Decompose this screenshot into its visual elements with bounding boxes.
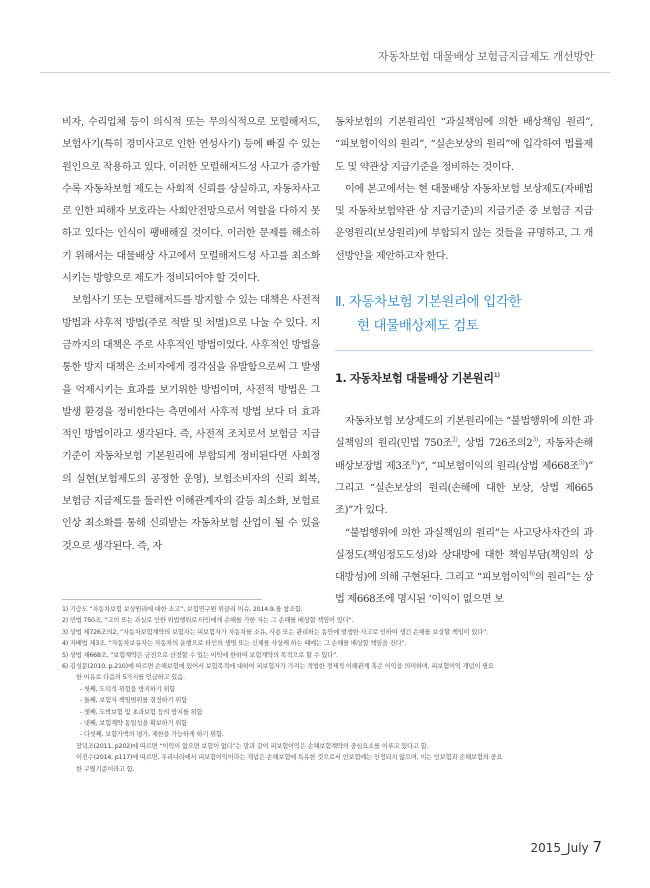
footnotes bbox=[62, 604, 592, 775]
footnote-6-item-2: - 둘째, 보험자 책임범위를 결정하기 위함 bbox=[80, 697, 188, 705]
footnote-3: 3) 상법 제726조의2, “자동차보험계약의 보험자는 피보험자가 자동차를 소유, 사용 또는 관리하는 동안에 발생한 사고로 인하여 생긴 손해를 보상할 책임이 있다”. bbox=[62, 628, 488, 636]
footnote-ref-5: 5) bbox=[579, 459, 585, 467]
footnote-6: 6) 김성문(2010, p.210)에 따르면 손해보험에 있어서 보험목적에 대하여 피보험자가 가지는 적법한 경제적 이해관계 혹은 이익을 의미하며, 피보험이익 개념이 필요 bbox=[62, 663, 494, 671]
right-paragraph-2: 이에 본고에서는 현 대물배상 자동차보험 보상제도(자배법 및 자동차보험약관 상 지급기준)의 지급기준 중 보험금 지급운영원리(보상원리)에 부합되지 않는 것들을 규명하고, 그 개선방안을 제안하고자 한다. bbox=[335, 183, 593, 262]
right-paragraph-1: 동차보험의 기본원리인 “과실책임에 의한 배상책임 원리”, “피보험이익의 원리”, “실손보상의 원리”에 입각하여 법률제도 및 약관상 지급기준을 정비하는 것이다. bbox=[335, 117, 593, 173]
footnote-6-note-2: 이진수(2014, p117)에 따르면, 우리나라에서 피보험이익이라는 개념은 손해보험에 특유한 것으로서 인보험에는 인정되지 않으며, 이는 인보험과 손해보험의 중요 bbox=[76, 754, 503, 762]
footnote-6-continued: 한 이유로 다음의 5가지를 언급하고 있음. bbox=[76, 674, 185, 682]
footnote-6-item-3: - 셋째, 도박보험 및 초과보험 등의 방지를 위함 bbox=[80, 708, 203, 716]
section-divider bbox=[335, 350, 593, 351]
page-number: 7 bbox=[592, 838, 602, 856]
footnote-ref-4: 4) bbox=[411, 459, 417, 467]
footnote-ref-6: 6) bbox=[529, 570, 535, 578]
header-divider bbox=[40, 72, 610, 73]
p4-text-a: “불법행위에 의한 과실책임의 원리”는 사고당사자간의 과실정도(책임정도도성)와 상대방에 대한 책임부담(책임의 상대방성)에 의해 구현된다. 그리고 “피보험이익 bbox=[335, 527, 593, 584]
p3-text-c: , 자동차손해배상보장법 제3조 bbox=[335, 438, 593, 472]
p4-text-b: 의 원리”는 상법 제668조에 명시된 ‘이익이 없으면 보 bbox=[335, 572, 594, 606]
running-header: 자동차보험 대물배상 보험금지급제도 개선방안 bbox=[377, 50, 594, 63]
footnote-2: 2) 민법 750조, “고의 또는 과실로 인한 위법행위로 타인에게 손해를 가한 자는 그 손해를 배상할 책임이 있다”. bbox=[62, 617, 354, 625]
footnote-6-item-5: - 다섯째, 보험가액의 평가, 제한을 가능하게 하기 위함. bbox=[80, 731, 224, 739]
footnote-6-item-4: - 넷째, 보험계약 동일성을 확보하기 위함 bbox=[80, 720, 188, 728]
subsection-heading-text: 1. 자동차보험 대물배상 기본원리 bbox=[335, 372, 494, 386]
left-column bbox=[62, 112, 320, 558]
issue-label: 2015_July bbox=[530, 841, 593, 855]
footnote-6-note-1: 장덕조(2011, p202)에 따르면 “이익이 없으면 보험이 없다”는 말과 같이 피보험이익은 손해보험계약의 중심요소를 이루고 있다고 함. bbox=[76, 742, 429, 750]
section-heading-line-1: Ⅱ. 자동차보험 기본원리에 입각한 bbox=[335, 294, 522, 311]
page-footer bbox=[531, 838, 602, 856]
footnote-5: 5) 상법 제668조, “보험계약은 금전으로 산정할 수 있는 이익에 한하여 보험계약의 목적으로 할 수 있다”. bbox=[62, 651, 338, 659]
footnote-ref-1: 1) bbox=[493, 372, 500, 380]
left-paragraph-2: 보험사기 또는 모럴해저드를 방지할 수 있는 대책은 사전적 방법과 사후적 방법(주로 적발 및 처벌)으로 나눌 수 있다. 지금까지의 대책은 주로 사후적인 방법이었다. 사후적인 방법을 통한 방지 대책은 소비자에게 경각심을 유발함으로써 그 발생을 억제시키는 효과를 보기위한 방법이며, 사전적 방법은 그 발생 환경을 정비한다는 측면에서 사후적 방법 보다 더 효과적인 방법이라고 생각된다. 즉, 사전적 조치로서 보험금 지급기준이 자동차보험 기본원리에 부합되게 정비된다면 사회정의 실현(보험제도의 공정한 운영), 보험소비자의 신뢰 회복, 보험금 지급제도를 둘러싼 이해관계자의 갈등 최소화, 보험료 인상 최소화를 통해 신뢰받는 자동차보험 산업이 될 수 있을 것으로 생각된다. 즉, 자 bbox=[62, 295, 321, 552]
footnote-ref-2: 2) bbox=[452, 436, 458, 444]
p3-text-e: )” 그리고 “실손보상의 원리(손해에 대한 보상, 상법 제665조)”가 있다. bbox=[335, 460, 593, 517]
footnote-6-note-2-continued: 한 구별기준이라고 함. bbox=[76, 765, 135, 773]
p3-text-d: )”, “피보험이익의 원리(상법 제668조 bbox=[416, 460, 580, 472]
left-paragraph-1: 비자, 수리업체 등이 의식적 또는 무의식적으로 모럴해저드, 보험사기(특히 경미사고로 인한 연성사기) 등에 빠질 수 있는 원인으로 작용하고 있다. 이러한 모럴해저드성 사고가 증가할수록 자동차보험 제도는 사회적 신뢰를 상실하고, 자동차사고로 인한 피해자 보호라는 사회안전망으로서 역할을 다하지 못하고 있다는 인식이 팽배해질 것이다. 이러한 문제를 해소하기 위해서는 대물배상 사고에서 모럴해저드성 사고를 최소화 시키는 방향으로 제도가 정비되어야 할 것이다. bbox=[62, 117, 320, 285]
footnote-divider bbox=[62, 599, 262, 600]
right-paragraph-3 bbox=[335, 411, 593, 522]
section-heading bbox=[335, 290, 593, 338]
footnote-6-item-1: - 첫째, 도덕적 위험을 방지하기 위함 bbox=[80, 685, 176, 693]
p3-text-b: , 상법 726조의2 bbox=[457, 438, 533, 450]
p3-text-a: 자동차보험 보상제도의 기본원리에는 “불법행위에 의한 과실책임의 원리(민법 750조 bbox=[335, 416, 593, 450]
footnote-ref-3: 3) bbox=[532, 436, 538, 444]
right-paragraph-4 bbox=[335, 523, 593, 612]
right-column bbox=[335, 112, 593, 612]
footnote-1: 1) 기승도 “자동차보험 보상원리에 대한 소고”, 보험연구원 위클리 이슈, 2014.9.를 참조함. bbox=[62, 606, 303, 613]
footnote-4: 4) 자배법 제3조, “자동차보유자는 자동차의 운행으로 타인의 생명 또는 신체를 사상케 하는 때에는 그 손해를 배상할 책임을 진다”. bbox=[62, 640, 407, 648]
section-heading-line-2: 현 대물배상제도 검토 bbox=[357, 318, 479, 335]
subsection-heading bbox=[335, 369, 593, 389]
